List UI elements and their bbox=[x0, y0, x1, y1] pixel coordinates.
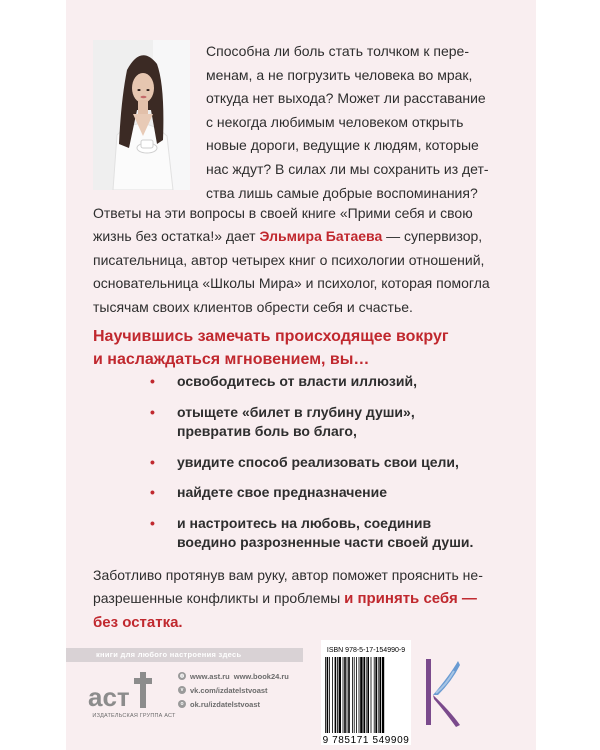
website-link[interactable]: www.book24.ru bbox=[233, 671, 289, 681]
logo-text: аст bbox=[88, 682, 130, 712]
bullet-icon: • bbox=[150, 514, 155, 531]
about-line: тысячам своих клиентов обрести себя и счастье. bbox=[93, 298, 413, 315]
bullet-icon: • bbox=[150, 453, 155, 470]
closing-accent: без остатка. bbox=[93, 613, 183, 631]
headline-line: Научившись замечать происходящее вокруг bbox=[93, 328, 449, 345]
about-text: — супервизор, bbox=[382, 228, 483, 245]
closing-line bbox=[93, 611, 510, 634]
intro-line: откуда нет выхода? Может ли расставание bbox=[206, 90, 486, 107]
tagline-bar: книги для любого настроения здесь bbox=[66, 648, 303, 662]
isbn-barcode-box bbox=[321, 640, 411, 745]
k-logo-text: K bbox=[424, 655, 425, 656]
intro-line: с некогда любимым человеком открыть bbox=[206, 113, 464, 130]
publisher-name: ИЗДАТЕЛЬСКАЯ ГРУППА АСТ bbox=[92, 713, 176, 719]
closing-accent: и принять себя — bbox=[344, 590, 477, 608]
isbn-text: ISBN 978-5-17-154990-9 bbox=[326, 647, 406, 654]
about-line bbox=[93, 225, 510, 248]
list-item-text: освободитесь от власти иллюзий, bbox=[177, 373, 417, 389]
website-link[interactable]: www.ast.ru bbox=[190, 671, 230, 681]
intro-line: Способна ли боль стать толчком к пере- bbox=[206, 43, 469, 59]
author-name: Эльмира Батаева bbox=[259, 228, 383, 245]
about-author-paragraph bbox=[93, 202, 510, 319]
bullet-icon: • bbox=[150, 484, 155, 500]
author-photo bbox=[93, 40, 190, 190]
headline-line: и наслаждаться мгновением, вы… bbox=[93, 350, 370, 368]
list-item-text: и настроитесь на любовь, соединив воедино разрозненные части своей души. bbox=[177, 514, 474, 550]
link-row bbox=[178, 697, 308, 711]
intro-line: нас ждут? В силах ли мы сохранить из дет- bbox=[206, 160, 489, 177]
bullet-icon: • bbox=[150, 403, 155, 420]
benefits-list bbox=[150, 372, 480, 564]
closing-text: разрешенные конфликты и проблемы bbox=[93, 590, 345, 607]
barcode bbox=[323, 657, 409, 733]
closing-line bbox=[93, 587, 510, 610]
globe-icon: ◍ bbox=[179, 673, 185, 679]
about-line: основательница «Школы Мира» и психолог, которая помогла bbox=[93, 275, 490, 292]
bullet-icon: • bbox=[150, 373, 155, 389]
intro-line: менам, а не погрузить человека во мрак, bbox=[206, 66, 473, 83]
ast-logo bbox=[84, 668, 168, 728]
link-row bbox=[178, 683, 308, 697]
intro-line: ства лишь самые добрые воспоминания? bbox=[206, 184, 478, 201]
list-item bbox=[150, 483, 480, 503]
list-item-text: увидите способ реализовать свои цели, bbox=[177, 453, 459, 470]
vk-icon: v bbox=[178, 686, 186, 694]
closing-line: Заботливо протянув вам руку, автор поможет прояснить не- bbox=[93, 567, 483, 583]
list-item bbox=[150, 403, 480, 442]
link-row bbox=[178, 669, 308, 683]
about-line: писательница, автор четырех книг о психологии отношений, bbox=[93, 251, 485, 268]
vk-link[interactable]: vk.com/izdatelstvoast bbox=[190, 685, 268, 695]
intro-line: новые дороги, ведущие к людям, которые bbox=[206, 137, 479, 154]
list-item bbox=[150, 372, 480, 392]
ok-link[interactable]: ok.ru/izdatelstvoast bbox=[190, 699, 261, 709]
about-text: жизнь без остатка!» дает bbox=[93, 228, 260, 245]
closing-paragraph bbox=[93, 564, 510, 634]
k-publisher-logo bbox=[424, 655, 464, 730]
barcode-number: 9 785171 549909 bbox=[322, 735, 410, 746]
list-item bbox=[150, 453, 480, 473]
headline bbox=[93, 326, 513, 371]
list-item-text: найдете свое предназначение bbox=[177, 484, 388, 500]
social-links bbox=[178, 669, 308, 711]
list-item-text: отыщете «билет в глубину души», превратив боль во благо, bbox=[177, 403, 415, 439]
list-item bbox=[150, 514, 480, 553]
intro-paragraph bbox=[206, 40, 510, 205]
ok-icon: o bbox=[178, 700, 186, 708]
about-line: Ответы на эти вопросы в своей книге «Прими себя и свою bbox=[93, 205, 473, 221]
